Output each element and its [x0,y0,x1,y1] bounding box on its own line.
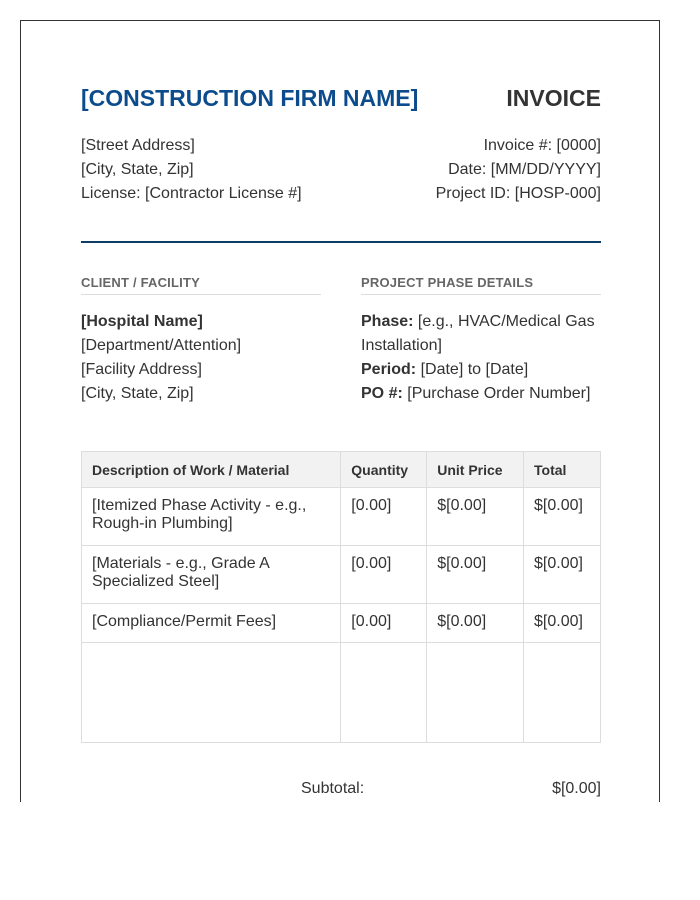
line-items-table [81,451,601,743]
client-department: [Department/Attention] [81,337,242,354]
invoice-number: Invoice #: [0000] [483,137,601,154]
subtotal-label: Subtotal: [301,780,365,797]
table-row [82,546,601,604]
row-unit-price: $[0.00] [427,546,524,604]
table-row-empty [82,643,601,743]
period-value: [Date] to [Date] [416,361,529,378]
phase-label: Phase: [361,313,414,330]
invoice-page [20,20,660,802]
header-total: Total [524,452,601,488]
row-unit-price: $[0.00] [427,604,524,643]
empty-cell [341,643,427,743]
po-value: [Purchase Order Number] [402,385,591,402]
table-header-row [82,452,601,488]
firm-license: License: [Contractor License #] [81,185,302,202]
row-description: [Itemized Phase Activity - e.g., Rough-in Plumbing] [82,488,341,546]
client-city: [City, State, Zip] [81,385,194,402]
period-line [361,358,601,382]
row-quantity: [0.00] [341,604,427,643]
invoice-title: INVOICE [506,85,601,111]
header-quantity: Quantity [341,452,427,488]
client-details [81,310,241,406]
header-divider [81,241,601,243]
empty-cell [524,643,601,743]
invoice-meta [436,134,601,206]
header-unit-price: Unit Price [427,452,524,488]
row-total: $[0.00] [524,488,601,546]
empty-cell [82,643,341,743]
subtotal-value: $[0.00] [552,780,601,797]
po-label: PO #: [361,385,403,402]
row-description: [Compliance/Permit Fees] [82,604,341,643]
subtotal-row [301,780,601,800]
client-section-heading: CLIENT / FACILITY [81,275,321,295]
table-row [82,604,601,643]
header-description: Description of Work / Material [82,452,341,488]
project-id: Project ID: [HOSP-000] [435,185,601,202]
row-quantity: [0.00] [341,546,427,604]
hospital-name: [Hospital Name] [81,313,203,330]
table-row [82,488,601,546]
invoice-date: Date: [MM/DD/YYYY] [448,161,601,178]
po-line [361,382,601,406]
phase-section-heading: PROJECT PHASE DETAILS [361,275,601,295]
row-quantity: [0.00] [341,488,427,546]
period-label: Period: [361,361,417,378]
row-description: [Materials - e.g., Grade A Specialized Steel] [82,546,341,604]
row-total: $[0.00] [524,546,601,604]
empty-cell [427,643,524,743]
phase-line [361,310,601,358]
firm-street: [Street Address] [81,137,195,154]
firm-name: [CONSTRUCTION FIRM NAME] [81,85,419,111]
phase-details [361,310,601,406]
row-total: $[0.00] [524,604,601,643]
phase-value: [e.g., HVAC/Medical Gas Installation] [361,313,595,354]
row-unit-price: $[0.00] [427,488,524,546]
invoice-header [81,85,601,115]
client-address: [Facility Address] [81,361,202,378]
firm-address [81,134,302,206]
firm-city: [City, State, Zip] [81,161,194,178]
